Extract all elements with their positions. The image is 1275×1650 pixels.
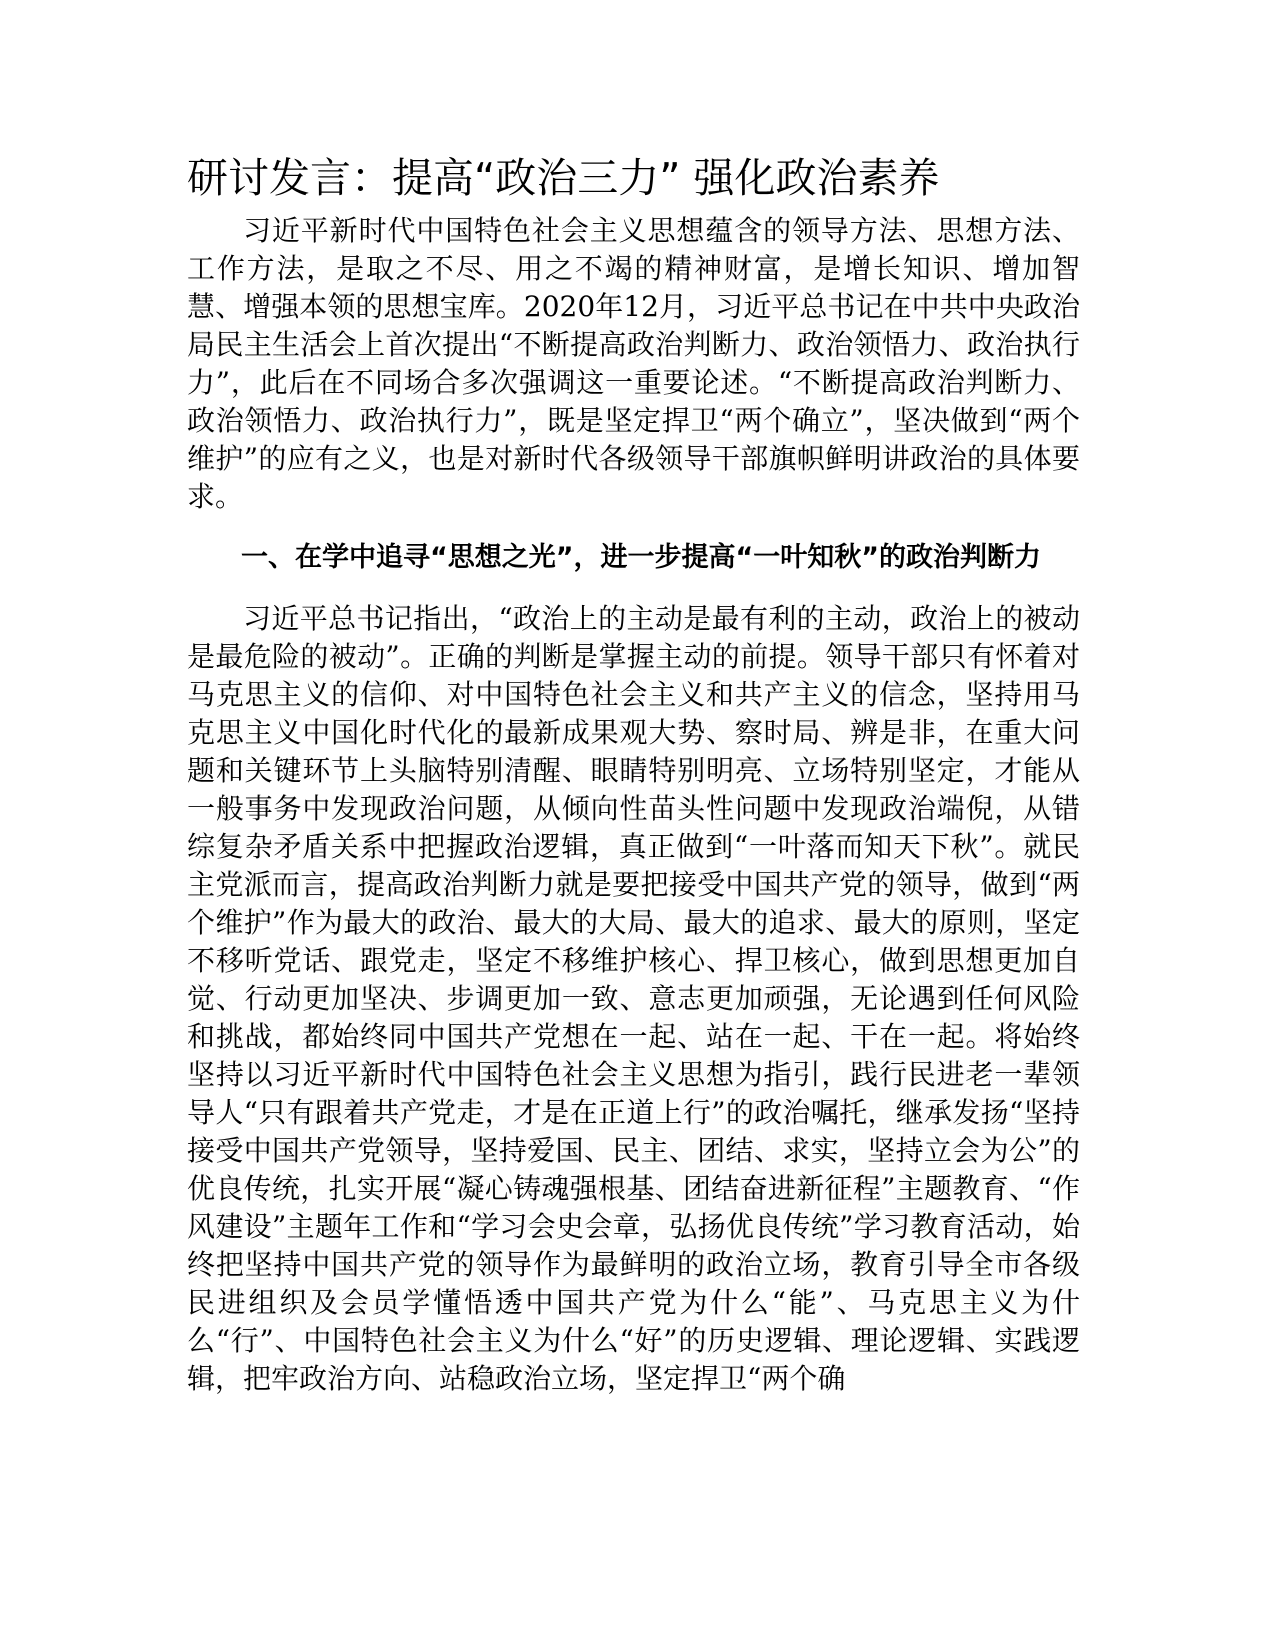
document-title: 研讨发言：提高“政治三力” 强化政治素养 (187, 154, 940, 202)
section-heading-1: 一、在学中追寻“思想之光”，进一步提高“一叶知秋”的政治判断力 (241, 542, 1041, 573)
paragraph-section-1: 习近平总书记指出，“政治上的主动是最有利的主动，政治上的被动是最危险的被动”。正确的判断是掌握主动的前提。领导干部只有怀着对马克思主义的信仰、对中国特色社会主义和共产主义的信念，坚持用马克思主义中国化时代化的最新成果观大势、察时局、辨是非，在重大问题和关键环节上头脑特别清醒、眼睛特别明亮、立场特别坚定，才能从一般事务中发现政治问题，从倾向性苗头性问题中发现政治端倪，从错综复杂矛盾关系中把握政治逻辑，真正做到“一叶落而知天下秋”。就民主党派而言，提高政治判断力就是要把接受中国共产党的领导，做到“两个维护”作为最大的政治、最大的大局、最大的追求、最大的原则，坚定不移听党话、跟党走，坚定不移维护核心、捍卫核心，做到思想更加自觉、行动更加坚决、步调更加一致、意志更加顽强，无论遇到任何风险和挑战，都始终同中国共产党想在一起、站在一起、干在一起。将始终坚持以习近平新时代中国特色社会主义思想为指引，践行民进老一辈领导人“只有跟着共产党走，才是在正道上行”的政治嘱托，继承发扬“坚持接受中国共产党领导，坚持爱国、民主、团结、求实，坚持立会为公”的优良传统，扎实开展“凝心铸魂强根基、团结奋进新征程”主题教育、“作风建设”主题年工作和“学习会史会章，弘扬优良传统”学习教育活动，始终把坚持中国共产党的领导作为最鲜明的政治立场，教育引导全市各级民进组织及会员学懂悟透中国共产党为什么“能”、马克思主义为什么“行”、中国特色社会主义为什么“好”的历史逻辑、理论逻辑、实践逻辑，把牢政治方向、站稳政治立场，坚定捍卫“两个确 (187, 602, 1080, 1395)
paragraph-intro: 习近平新时代中国特色社会主义思想蕴含的领导方法、思想方法、工作方法，是取之不尽、用之不竭的精神财富，是增长知识、增加智慧、增强本领的思想宝库。2020年12月，习近平总书记在中共中央政治局民主生活会上首次提出“不断提高政治判断力、政治领悟力、政治执行力”，此后在不同场合多次强调这一重要论述。“不断提高政治判断力、政治领悟力、政治执行力”，既是坚定捍卫“两个确立”，坚决做到“两个维护”的应有之义，也是对新时代各级领导干部旗帜鲜明讲政治的具体要求。 (187, 214, 1080, 513)
document-page (187, 150, 1080, 1398)
